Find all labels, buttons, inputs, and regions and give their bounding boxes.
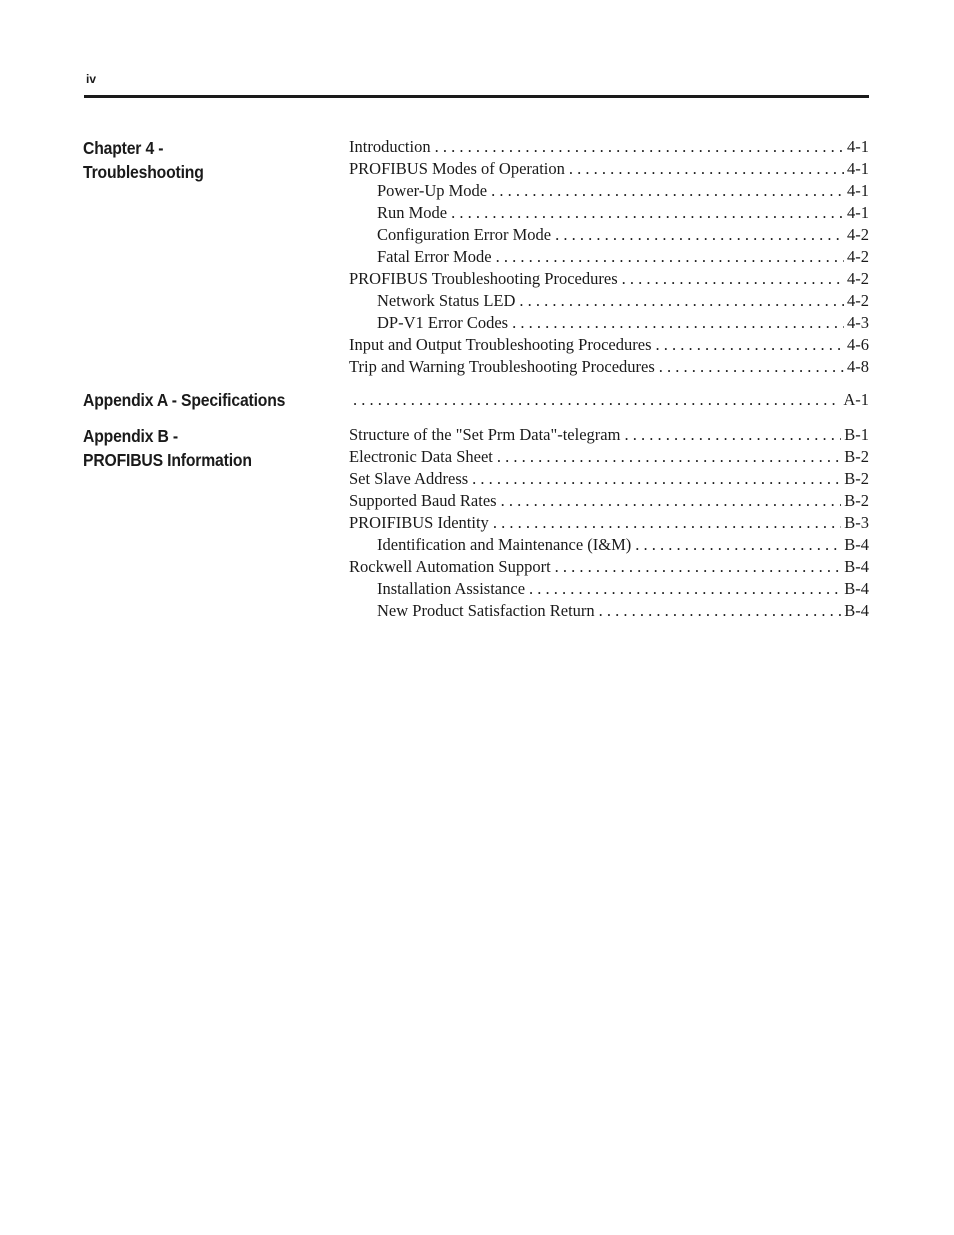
dot-leader	[472, 468, 841, 490]
toc-entry[interactable]	[349, 224, 869, 246]
toc-entry-page: B-4	[844, 535, 869, 554]
toc-entry[interactable]	[349, 424, 869, 446]
toc-entry-title: Network Status LED	[377, 291, 516, 310]
dot-leader	[501, 490, 842, 512]
toc-entry-page: B-4	[844, 557, 869, 576]
dot-leader	[622, 268, 844, 290]
toc-entry-page: B-3	[844, 513, 869, 532]
dot-leader	[659, 356, 844, 378]
toc-entry-title: Fatal Error Mode	[377, 247, 492, 266]
heading-line: Chapter 4 -	[83, 138, 164, 158]
toc-entry[interactable]	[349, 268, 869, 290]
toc-entries	[349, 389, 869, 411]
toc-entry-page: 4-2	[847, 247, 869, 266]
toc-entry[interactable]	[349, 136, 869, 158]
toc-entry[interactable]	[349, 356, 869, 378]
toc-entry[interactable]	[349, 389, 869, 411]
toc-entry-title: PROIFIBUS Identity	[349, 513, 489, 532]
toc-entry-title: Set Slave Address	[349, 469, 469, 488]
toc-entries	[349, 136, 869, 378]
toc-entry-title: Supported Baud Rates	[349, 491, 497, 510]
dot-leader	[555, 556, 842, 578]
toc-entry-page: A-1	[843, 390, 869, 409]
toc-entry-title: Run Mode	[377, 203, 448, 222]
dot-leader	[491, 180, 844, 202]
heading-line: PROFIBUS Information	[83, 450, 252, 470]
toc-entry-page: 4-2	[847, 291, 869, 310]
toc-entry-title: Trip and Warning Troubleshooting Procedures	[349, 357, 655, 376]
toc-entry-page: B-2	[844, 447, 869, 466]
toc-entry[interactable]	[349, 202, 869, 224]
toc-entry[interactable]	[349, 446, 869, 468]
toc-entry-page: 4-8	[847, 357, 869, 376]
dot-leader	[435, 136, 844, 158]
toc-entry[interactable]	[349, 158, 869, 180]
toc-entry[interactable]	[349, 490, 869, 512]
toc-entry[interactable]	[349, 290, 869, 312]
toc-entry-page: 4-1	[847, 181, 869, 200]
toc-entry-title: PROFIBUS Troubleshooting Procedures	[349, 269, 618, 288]
dot-leader	[529, 578, 841, 600]
toc-entry-page: 4-3	[847, 313, 869, 332]
toc-entry-page: B-2	[844, 491, 869, 510]
dot-leader	[656, 334, 845, 356]
toc-entry-page: 4-1	[847, 159, 869, 178]
page-number: iv	[86, 72, 97, 86]
toc-entry-page: 4-1	[847, 203, 869, 222]
toc-entry[interactable]	[349, 512, 869, 534]
toc-entry-page: B-4	[844, 579, 869, 598]
toc-entry-page: 4-2	[847, 225, 869, 244]
section-heading	[83, 136, 308, 184]
section-heading	[83, 424, 308, 472]
toc-entry-title: Input and Output Troubleshooting Procedures	[349, 335, 652, 354]
dot-leader	[496, 246, 844, 268]
dot-leader	[451, 202, 844, 224]
toc-entry[interactable]	[349, 468, 869, 490]
dot-leader	[353, 389, 840, 411]
toc-entry-title: New Product Satisfaction Return	[377, 601, 595, 620]
dot-leader	[555, 224, 844, 246]
toc-entry[interactable]	[349, 246, 869, 268]
dot-leader	[512, 312, 844, 334]
toc-entries	[349, 424, 869, 622]
toc-entry[interactable]	[349, 180, 869, 202]
toc-entry-title: Rockwell Automation Support	[349, 557, 551, 576]
dot-leader	[624, 424, 841, 446]
dot-leader	[493, 512, 841, 534]
toc-entry-page: 4-6	[847, 335, 869, 354]
toc-entry-title: Configuration Error Mode	[377, 225, 552, 244]
toc-entry-title: Electronic Data Sheet	[349, 447, 493, 466]
toc-entry-page: B-2	[844, 469, 869, 488]
toc-entry-title: DP-V1 Error Codes	[377, 313, 509, 332]
toc-entry[interactable]	[349, 312, 869, 334]
toc-entry-title: PROFIBUS Modes of Operation	[349, 159, 565, 178]
toc-entry[interactable]	[349, 556, 869, 578]
toc-entry-title: Structure of the "Set Prm Data"-telegram	[349, 425, 621, 444]
toc-entry-page: 4-1	[847, 137, 869, 156]
dot-leader	[569, 158, 844, 180]
dot-leader	[599, 600, 842, 622]
toc-entry-title: Introduction	[349, 137, 431, 156]
toc-entry[interactable]	[349, 600, 869, 622]
toc-entry-page: B-4	[844, 601, 869, 620]
toc-entry-title: Identification and Maintenance (I&M)	[377, 535, 632, 554]
dot-leader	[519, 290, 844, 312]
toc-entry-title: Installation Assistance	[377, 579, 526, 598]
toc-entry[interactable]	[349, 578, 869, 600]
toc-entry[interactable]	[349, 534, 869, 556]
toc-entry[interactable]	[349, 334, 869, 356]
heading-line: Appendix A - Specifications	[83, 390, 286, 410]
section-heading	[83, 388, 308, 412]
dot-leader	[497, 446, 841, 468]
toc-entry-page: B-1	[844, 425, 869, 444]
heading-line: Troubleshooting	[83, 162, 204, 182]
toc-entry-page: 4-2	[847, 269, 869, 288]
header-rule	[84, 95, 869, 98]
dot-leader	[635, 534, 841, 556]
heading-line: Appendix B -	[83, 426, 178, 446]
toc-entry-title: Power-Up Mode	[377, 181, 488, 200]
